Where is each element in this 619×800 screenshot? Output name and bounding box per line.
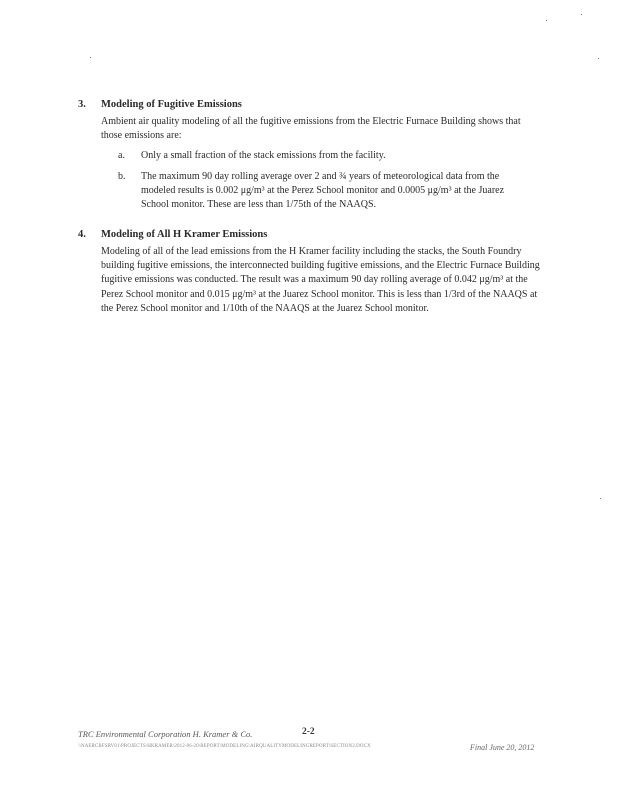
page-number: 2-2 — [302, 727, 315, 737]
scan-speck — [598, 58, 599, 59]
list-item — [118, 149, 548, 163]
section-3-title: Modeling of Fugitive Emissions — [101, 99, 242, 110]
section-4-title: Modeling of All H Kramer Emissions — [101, 229, 268, 240]
list-item-text: The maximum 90 day rolling average over 2 and ¾ years of meteorological data from the modeled results is 0.002 μg/m³ at the Perez School monitor and 0.0005 μg/m³ at the Juarez School monitor. These are less than 1/75th of the NAAQS. — [141, 170, 505, 211]
section-3-intro: Ambient air quality modeling of all the fugitive emissions from the Electric Furnace Building shows that those emissions are: — [101, 116, 521, 142]
section-4-body: Modeling of all of the lead emissions from the H Kramer facility including the stacks, the South Foundry building fugitive emissions, the interconnected building fugitive emissions, and the Electric Furnace Building fugitive emissions was conducted. The result was a maximum 90 day rolling average of 0.042 μg/m³ at the Perez School monitor and 0.015 μg/m³ at the Juarez School monitor. This is less than 1/3rd of the NAAQS at the Perez School monitor and 1/10th of the NAAQS at the Juarez School monitor. — [101, 246, 540, 314]
section-3 — [78, 98, 548, 212]
section-4-heading — [78, 228, 548, 242]
scan-speck — [600, 498, 601, 499]
section-4 — [78, 228, 548, 316]
scan-speck — [581, 14, 582, 15]
footer-file-path: \\NAERCBFSRV01\PROJECTS\HKRAMER\2012-06-20\REPORT\MODELING\AIRQUALITYMODELINGREPORT\SECTION2.DOCX — [78, 744, 371, 749]
section-3-heading — [78, 98, 548, 112]
list-item-letter: a. — [118, 150, 125, 162]
section-4-number: 4. — [78, 229, 86, 240]
footer-date: Final June 20, 2012 — [470, 743, 535, 752]
list-item-letter: b. — [118, 170, 126, 182]
footer-company: TRC Environmental Corporation H. Kramer & Co. — [78, 729, 253, 739]
list-item-text: Only a small fraction of the stack emissions from the facility. — [141, 150, 386, 162]
scan-speck — [90, 57, 91, 58]
list-item — [118, 170, 548, 213]
scan-speck — [546, 20, 547, 21]
section-3-number: 3. — [78, 99, 86, 110]
